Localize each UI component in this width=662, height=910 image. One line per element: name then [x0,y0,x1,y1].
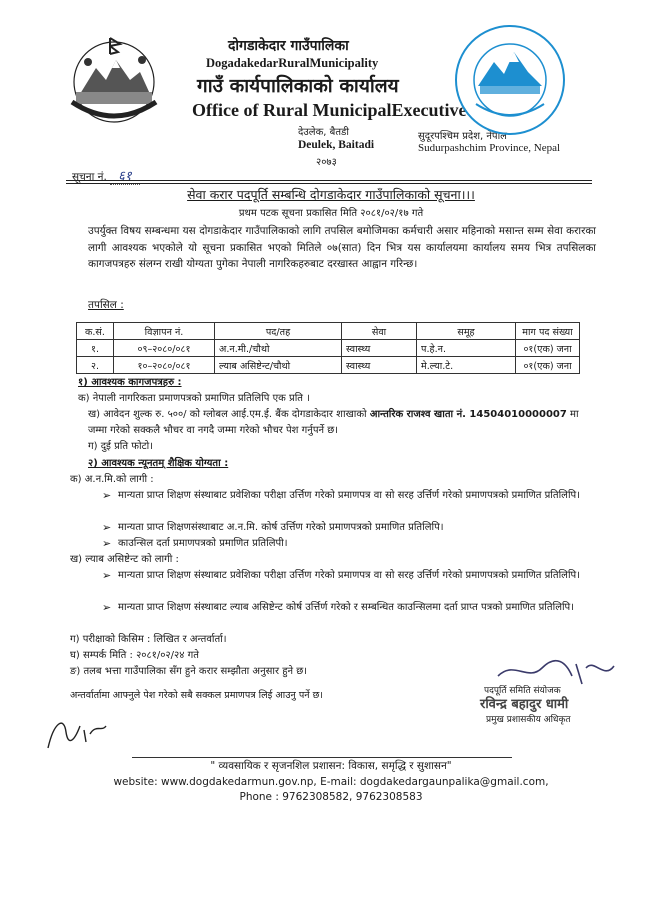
location-np: देउलेक, बैतडी [298,127,349,138]
notice-subtitle: प्रथम पटक सूचना प्रकासित मिति २०८१/०२/१७ गते [238,208,424,219]
cell: १०–२०८०/०८१ [114,357,215,374]
qual-lab-item-1: मान्यता प्राप्त शिक्षण संस्थाबाट प्रवेशिका परीक्षा उर्त्तिण गरेको प्रमाणपत्र वा सो सरह उर्त्तिर्ण गरेको प्रमाणपत्रको प्रमाणित प्रतिलिपि। [118,570,581,581]
municipality-name-en: DogadakedarRuralMunicipality [206,56,379,70]
list-item [102,520,588,536]
col-header-post: पद/तह [215,323,342,340]
municipality-name-np: दोगडाकेदार गाउँपालिका [228,38,349,54]
arrow-bullet-icon: ➢ [102,569,112,582]
docs-item-c: ग) दुई प्रति फोटो। [88,441,153,452]
cell: प.हे.न. [417,340,516,357]
cell: २. [77,357,114,374]
notice-number [72,166,140,184]
docs-item-b-account: आन्तरिक राजश्व खाता नं. 14504010000007 [369,409,567,420]
exam-type: ग) परीक्षाको किसिम : लिखित र अन्तर्वार्ता। [70,634,227,645]
interview-note: अन्तर्वार्तामा आफ्नुले पेश गरेको सबै सक्कल प्रमाणपत्र लिई आउनु पर्ने छ। [70,690,324,701]
cell: ०१(एक) जना [516,340,580,357]
docs-item-b-post: मा जम्मा गरेको सक्कलै भौचर वा नगदै जम्मा गरेको भौचर पेश गर्नुपर्ने छ। [88,409,579,436]
col-header-service: सेवा [342,323,417,340]
list-item [102,488,588,504]
contact-date: घ) सम्पर्क मिति : २०८१/०२/२४ गते [70,650,199,661]
qual-lab-item-2: मान्यता प्राप्त शिक्षण संस्थाबाट ल्याब असिष्टेन्ट कोर्ष उर्त्तिर्ण गरेको र सम्बन्धित काउन्सिलमा दर्ता प्राप्त पत्रको प्रमाणित प्रतिलिपि। [118,602,575,613]
qual-anm-item-3: काउन्सिल दर्ता प्रमाणपत्रको प्रमाणित प्रतिलिपी। [118,538,288,549]
arrow-bullet-icon: ➢ [102,521,112,534]
cell: अ.न.मी./चौथो [215,340,342,357]
table-header-row [77,323,580,340]
office-name-en: Office of Rural MunicipalExecutive [192,100,467,120]
table-row [77,357,580,374]
nepal-emblem-icon [58,32,170,130]
col-header-ad-no: विज्ञापन नं. [114,323,215,340]
cell: ल्याब असिष्टेन्ट/चौथो [215,357,342,374]
province-np: सुदूरपश्चिम प्रदेश, नेपाल [418,131,507,142]
arrow-bullet-icon: ➢ [102,537,112,550]
header-divider-thin [66,183,592,184]
arrow-bullet-icon: ➢ [102,489,112,502]
notice-title: सेवा करार पदपूर्ति सम्बन्धि दोगडाकेदार गाउँपालिकाको सूचना।।। [187,187,475,202]
header-divider [66,180,592,181]
signatory-name: रविन्द्र बहादुर धामी [480,697,569,712]
list-item [102,536,588,552]
vacancy-table [76,322,580,374]
signatory-title: प्रमुख प्रशासकीय अधिकृत [486,715,571,725]
tapasil-label: तपसिल : [88,299,124,311]
qual-anm-item-2: मान्यता प्राप्त शिक्षणसंस्थाबाट अ.न.मि. कोर्ष उर्त्तिण गरेको प्रमाणपत्रको प्रमाणित प्रतिलिपि। [118,522,444,533]
cell: स्वास्थ्य [342,357,417,374]
qual-lab-heading: ख) ल्याब असिष्टेन्ट को लागी : [70,554,179,565]
municipality-seal-icon [450,22,570,140]
col-header-count: माग पद संख्या [516,323,580,340]
col-header-group: समूह [417,323,516,340]
notice-body: उपर्युक्त विषय सम्बन्धमा यस दोगडाकेदार गाउँपालिकाको लागि तपसिल बमोजिमका कर्मचारी असार महिनाको मसान्त सम्म सेवा करारका लागी आवश्यक भएकोले यो सूचना प्रकासित भएको मितिले ०७(सात) दिन भित्र यस कार्यालयमा कार्यालय समय भित्र तपसिलका कागजपत्रहरु संलग्न राखी योग्यता पुगेका नेपाली नागरिकहरुबाट दरखास्त आह्वान गरिन्छ। [88,225,596,270]
cell: मे.ल्या.टे. [417,357,516,374]
docs-item-a: क) नेपाली नागरिकता प्रमाणपत्रको प्रमाणित प्रतिलिपि एक प्रति । [78,393,310,404]
cell: ०१(एक) जना [516,357,580,374]
arrow-bullet-icon: ➢ [102,601,112,614]
footer-motto: " व्यवसायिक र सृजनशिल प्रशासन: विकास, समृद्धि र सुशासन" [210,760,452,772]
footer-contact-web: website: www.dogdakedarmun.gov.np, E-mail: dogdakedargaunpalika@gmail.com, [113,776,549,788]
notice-number-value: ६१ [110,169,140,185]
location-en: Deulek, Baitadi [298,139,375,151]
col-header-sn: क.सं. [77,323,114,340]
docs-item-b [88,407,588,439]
qual-anm-item-1: मान्यता प्राप्त शिक्षण संस्थाबाट प्रवेशिका परीक्षा उर्त्तिण गरेको प्रमाणपत्र वा सो सरह उर्त्तिर्ण गरेको प्रमाणपत्रको प्रमाणित प्रतिलिपि। [118,490,581,501]
cell: ०९–२०८०/०८१ [114,340,215,357]
office-name-np: गाउँ कार्यपालिकाको कार्यालय [197,75,399,97]
notice-number-label: सूचना नं. [72,171,107,183]
list-item [102,568,588,584]
signatory-role: पदपूर्ति समिति संयोजक [484,686,561,696]
footer-contact-phone: Phone : 9762308582, 9762308583 [239,791,423,803]
table-row [77,340,580,357]
footer-divider [132,757,512,758]
qual-heading: २) आवश्यक न्यूनतम् शैक्षिक योग्यता : [88,458,229,469]
qual-anm-heading: क) अ.न.मि.को लागी : [70,474,154,485]
province-en: Sudurpashchim Province, Nepal [418,142,561,154]
cell: स्वास्थ्य [342,340,417,357]
docs-item-b-pre: ख) आवेदन शुल्क रु. ५००/ को ग्लोबल आई.एम.ई. बैंक दोगडाकेदार शाखाको [88,409,367,420]
initials-signature-icon [40,712,110,756]
established-year: २०७३ [316,157,337,168]
docs-heading: १) आवश्यक कागजपत्रहरु : [78,377,182,388]
list-item [102,600,588,616]
salary-note: ङ) तलब भत्ता गाउँपालिका सँग हुने करार सम्झौता अनुसार हुने छ। [70,666,308,677]
cell: १. [77,340,114,357]
